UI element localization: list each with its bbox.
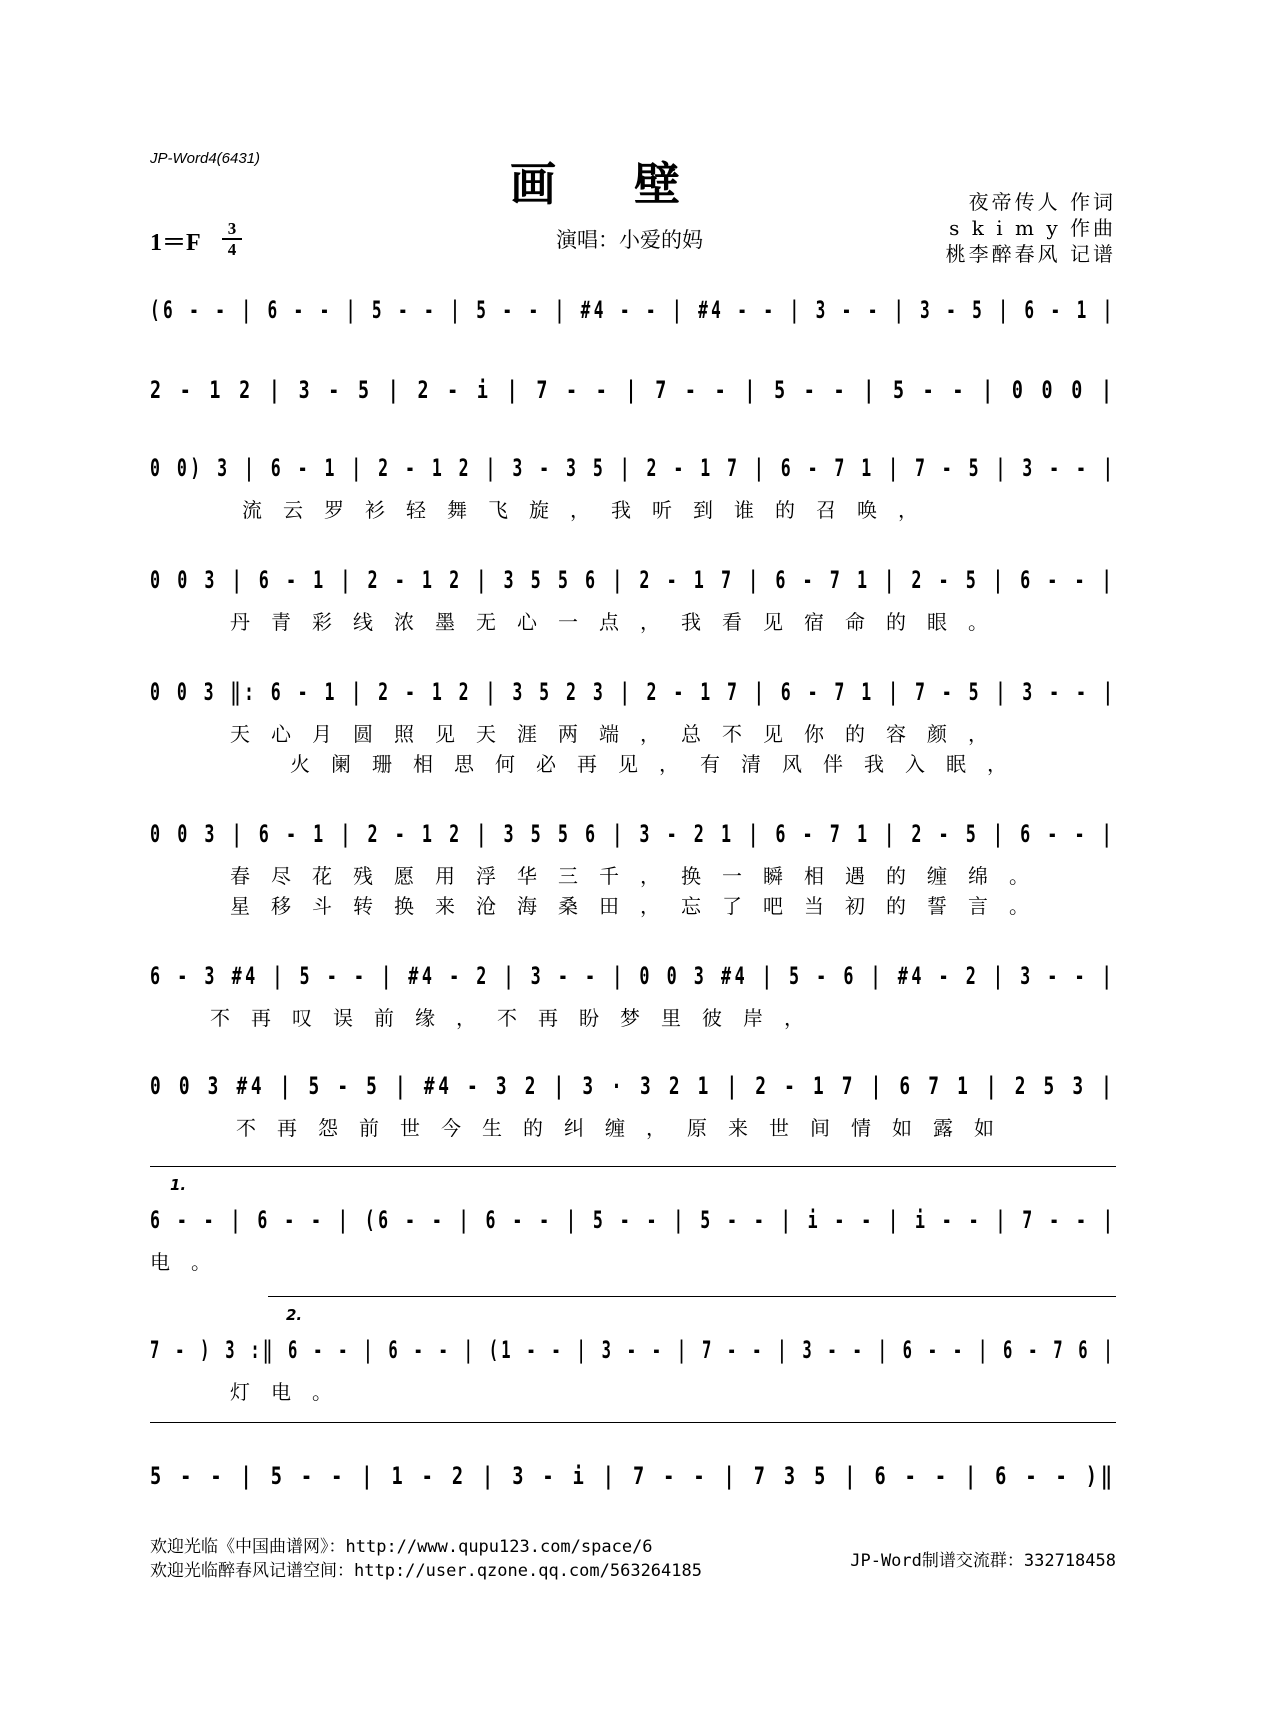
score-line (150, 962, 1116, 1082)
time-bottom: 4 (227, 240, 237, 259)
score-line-volta-2 (150, 1306, 1116, 1456)
footer-link-qupu[interactable]: 欢迎光临《中国曲谱网》：http://www.qupu123.com/space/6 (150, 1537, 653, 1557)
section-bracket (150, 1422, 1116, 1423)
song-title: 画壁 (510, 157, 758, 211)
score-line (150, 820, 1116, 940)
composer-credit: s k i m y 作曲 (949, 216, 1116, 240)
lyric-verse-2: 星移斗转换来沧海桑田，忘了吧当初的誓言。 (230, 894, 1050, 918)
score-line (150, 1072, 1116, 1192)
notation: 6 - - | 6 - - | (6 - - | 6 - - | 5 - - | 5 - - | i - - | i - - | 7 - - | (150, 1206, 1117, 1234)
lyric-verse-2: 火阑珊相思何必再见，有清风伴我入眠， (290, 752, 1028, 776)
transcriber-credit: 桃李醉春风 记谱 (945, 242, 1116, 266)
lyric-verse-1: 灯电。 (230, 1380, 353, 1404)
key-signature: 1＝F (150, 230, 201, 256)
notation: (6 - - | 6 - - | 5 - - | 5 - - | #4 - - | #4 - - | 3 - - | 3 - 5 | 6 - 1 | (150, 296, 1116, 324)
singer-credit: 演唱：小爱的妈 (556, 228, 703, 252)
volta-label: 1. (170, 1176, 187, 1194)
notation: 2 - 1 2 | 3 - 5 | 2 - i | 7 - - | 7 - - | 5 - - | 5 - - | 0 0 0 | (150, 376, 1116, 404)
footer-group: JP-Word制谱交流群：332718458 (850, 1551, 1116, 1571)
lyric-verse-1: 不再怨前世今生的纠缠，原来世间情如露如 (236, 1116, 1015, 1140)
notation: 0 0 3 | 6 - 1 | 2 - 1 2 | 3 5 5 6 | 3 - 2 1 | 6 - 7 1 | 2 - 5 | 6 - - | (150, 820, 1116, 848)
score-line (150, 678, 1116, 798)
lyric-verse-1: 丹青彩线浓墨无心一点，我看见宿命的眼。 (230, 610, 1009, 634)
lyric-verse-1: 流云罗衫轻舞飞旋，我听到谁的召唤， (242, 498, 939, 522)
notation: 6 - 3 #4 | 5 - - | #4 - 2 | 3 - - | 0 0 3 #4 | 5 - 6 | #4 - 2 | 3 - - | (150, 962, 1116, 990)
time-signature (222, 220, 242, 258)
lyricist-credit: 夜帝传人 作词 (968, 190, 1116, 214)
notation: 0 0) 3 | 6 - 1 | 2 - 1 2 | 3 - 3 5 | 2 - 1 7 | 6 - 7 1 | 7 - 5 | 3 - - | (150, 454, 1117, 482)
volta-bracket (150, 1166, 1116, 1167)
lyric-verse-1: 电。 (150, 1250, 232, 1274)
notation: 0 0 3 #4 | 5 - 5 | #4 - 3 2 | 3 · 3 2 1 | 2 - 1 7 | 6 7 1 | 2 5 3 | (150, 1072, 1116, 1100)
lyric-verse-1: 春尽花残愿用浮华三千，换一瞬相遇的缠绵。 (230, 864, 1050, 888)
score-line (150, 566, 1116, 686)
lyric-verse-1: 不再叹误前缘，不再盼梦里彼岸， (210, 1006, 825, 1030)
notation: 0 0 3 ‖: 6 - 1 | 2 - 1 2 | 3 5 2 3 | 2 - 1 7 | 6 - 7 1 | 7 - 5 | 3 - - | (150, 678, 1117, 706)
notation: 5 - - | 5 - - | 1 - 2 | 3 - i | 7 - - | 7 3 5 | 6 - - | 6 - - )‖ (150, 1462, 1116, 1490)
volta-label: 2. (286, 1306, 303, 1324)
lyric-verse-1: 天心月圆照见天涯两端，总不见你的容颜， (230, 722, 1009, 746)
time-top: 3 (227, 219, 237, 238)
notation: 0 0 3 | 6 - 1 | 2 - 1 2 | 3 5 5 6 | 2 - 1 7 | 6 - 7 1 | 2 - 5 | 6 - - | (150, 566, 1116, 594)
volta-bracket (268, 1296, 1116, 1297)
score-line (150, 454, 1116, 574)
footer-link-qzone[interactable]: 欢迎光临醉春风记谱空间：http://user.qzone.qq.com/563264185 (150, 1561, 702, 1581)
notation: 7 - ) 3 :‖ 6 - - | 6 - - | (1 - - | 3 - - | 7 - - | 3 - - | 6 - - | 6 - 7 6 | (150, 1336, 1116, 1364)
software-label: JP-Word4(6431) (150, 150, 261, 167)
